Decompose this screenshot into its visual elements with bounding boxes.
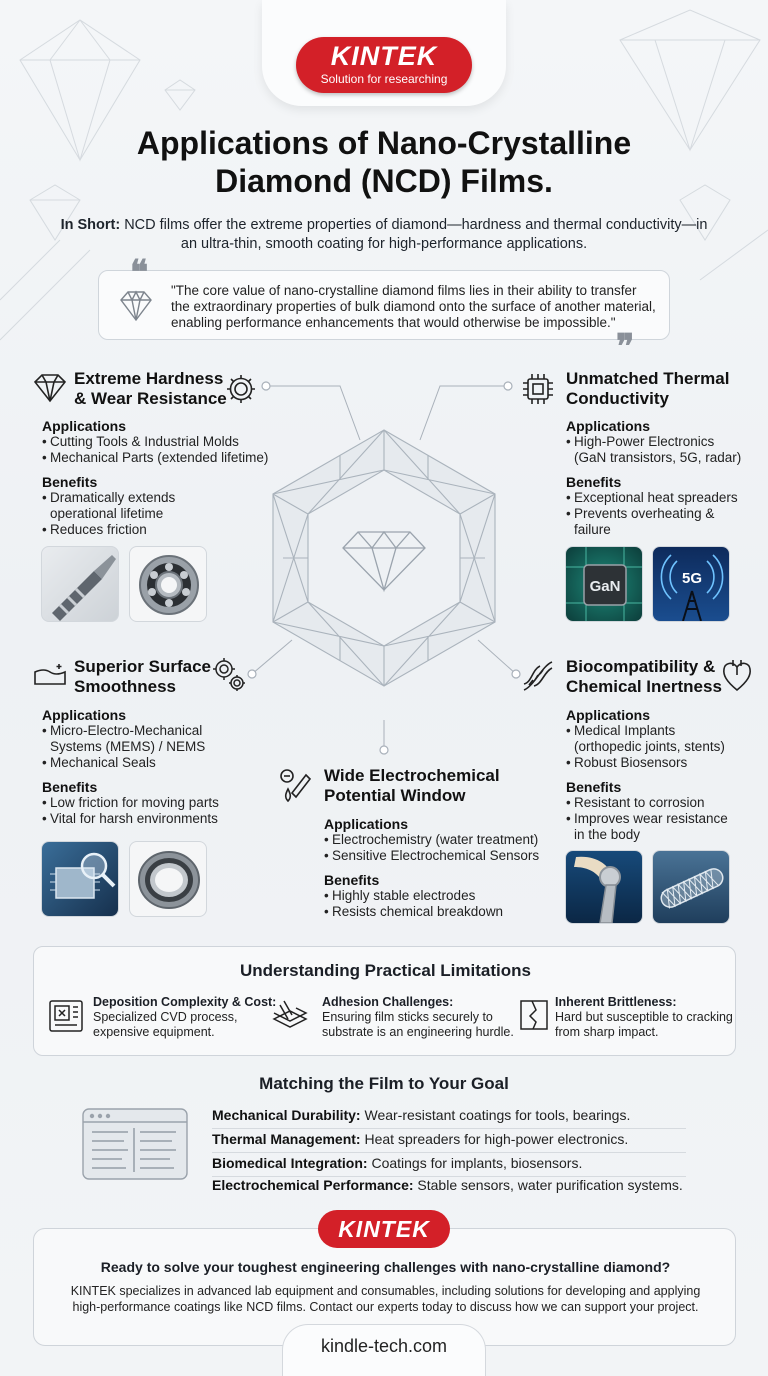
list-item-text: Dramatically extends (50, 490, 176, 505)
quote-box (98, 270, 670, 340)
diamond-icon (32, 372, 68, 404)
dna-icon (520, 658, 556, 694)
list-item: • Mechanical Parts (extended lifetime) (42, 450, 272, 466)
electro-title (324, 766, 500, 806)
hardness-benefits-label: Benefits (42, 474, 98, 490)
website-link[interactable]: kindle-tech.com (320, 1336, 448, 1356)
kintek-logo[interactable] (296, 37, 472, 93)
list-item: • Exceptional heat spreaders (566, 490, 756, 506)
list-item (566, 811, 761, 843)
list-item-text: Micro-Electro-Mechanical (50, 723, 203, 738)
list-item: • Cutting Tools & Industrial Molds (42, 434, 272, 450)
gan-chip-label: GaN (589, 578, 621, 595)
smoothness-benefits-label: Benefits (42, 779, 98, 795)
electro-apps-label: Applications (324, 816, 409, 832)
gan-chip-graphic (566, 547, 643, 622)
hip-implant-image (565, 850, 643, 924)
diamond-icon (117, 289, 155, 323)
list-item: • Vital for harsh environments (42, 811, 272, 827)
5g-label: 5G (681, 570, 703, 587)
list-item-text: Improves wear resistance (574, 811, 728, 826)
list-item (566, 723, 761, 755)
limitations-title: Understanding Practical Limitations (240, 961, 531, 980)
list-item: • Resists chemical breakdown (324, 904, 554, 920)
list-item-text: Medical Implants (574, 723, 676, 738)
list-item-continued: in the body (574, 827, 641, 842)
open-quote-icon: ❝ (130, 253, 149, 293)
list-item: • Mechanical Seals (42, 755, 262, 771)
heart-icon (720, 657, 754, 693)
electro-title-line2: Potential Window (324, 786, 466, 805)
bearing-icon (130, 547, 207, 622)
hardness-title-line1: Extreme Hardness (74, 369, 224, 388)
smoothness-title-line2: Smoothness (74, 677, 177, 696)
smoothness-apps-list (42, 723, 262, 771)
match-text: Heat spreaders for high-power electronics. (360, 1131, 629, 1147)
gan-chip-image (565, 546, 643, 622)
limitation-line: Hard but susceptible to cracking (555, 1010, 733, 1024)
smoothness-apps-label: Applications (42, 707, 127, 723)
thermal-title-line2: Conductivity (566, 389, 669, 408)
match-text: Coatings for implants, biosensors. (367, 1155, 583, 1171)
match-head: Thermal Management: (212, 1131, 361, 1147)
hip-implant-graphic (566, 851, 643, 924)
bio-title (566, 657, 722, 697)
cracked-block-icon (517, 997, 551, 1033)
match-row-biomedical (212, 1154, 686, 1177)
list-item (566, 434, 756, 466)
list-item-continued: operational lifetime (50, 506, 164, 521)
limitation-line: expensive equipment. (93, 1025, 215, 1039)
logo-tagline: Solution for researching (320, 72, 448, 86)
hardness-title-line2: & Wear Resistance (74, 389, 227, 408)
limitation-line: substrate is an engineering hurdle. (322, 1025, 514, 1039)
matching-title: Matching the Film to Your Goal (259, 1074, 509, 1093)
window-list-icon (82, 1108, 188, 1180)
thermal-title (566, 369, 729, 409)
match-text: Stable sensors, water purification systems. (413, 1177, 683, 1193)
electro-benefits-list (324, 888, 554, 920)
list-item: • Robust Biosensors (566, 755, 761, 771)
list-item (42, 490, 262, 522)
seal-ring-graphic (130, 842, 207, 917)
bearing-image (129, 546, 207, 622)
electro-apps-list (324, 832, 554, 864)
match-row-thermal (212, 1130, 686, 1153)
hardness-apps-list (42, 434, 272, 466)
cta-heading: Ready to solve your toughest engineering challenges with nano-crystalline diamond? (100, 1259, 671, 1275)
quote-text: "The core value of nano-crystalline diamond films lies in their ability to transfer the extraordinary properties of bulk diamond onto the surface of another material, enabling performance enhancements that would otherwise be impossible." (171, 283, 656, 330)
limitation-line: Specialized CVD process, (93, 1010, 238, 1024)
list-item (566, 506, 756, 538)
in-short-label: In Short: (60, 217, 121, 233)
bio-title-line1: Biocompatibility & (566, 657, 716, 676)
match-row-electrochemical (212, 1176, 686, 1198)
limitation-text-brittleness (555, 1010, 733, 1040)
limitation-line: Ensuring film sticks securely to (322, 1010, 493, 1024)
bio-benefits-label: Benefits (566, 779, 622, 795)
hardness-benefits-list (42, 490, 262, 538)
bio-title-line2: Chemical Inertness (566, 677, 722, 696)
match-head: Electrochemical Performance: (212, 1177, 414, 1193)
list-item-continued: Systems (MEMS) / NEMS (50, 739, 206, 754)
list-item: • Highly stable electrodes (324, 888, 554, 904)
thermal-apps-label: Applications (566, 418, 651, 434)
page-title-line1: Applications of Nano-Crystalline (136, 125, 632, 161)
list-item-text: Prevents overheating & (574, 506, 715, 521)
drill-bit-icon (42, 547, 119, 622)
limitations-panel (33, 946, 736, 1056)
list-item: • Low friction for moving parts (42, 795, 272, 811)
in-short-text: NCD films offer the extreme properties of diamond—hardness and thermal conductivity—in an ultra-thin, smooth coating for high-performance applications. (120, 217, 708, 252)
thermal-benefits-list (566, 490, 756, 538)
smoothness-title-line1: Superior Surface (74, 657, 211, 676)
close-quote-icon: ❞ (616, 327, 635, 367)
match-head: Mechanical Durability: (212, 1107, 361, 1123)
chip-icon (520, 371, 556, 407)
layered-film-icon (270, 997, 310, 1033)
list-item-text: High-Power Electronics (574, 434, 715, 449)
thermal-title-line1: Unmatched Thermal (566, 369, 730, 388)
list-item: • Reduces friction (42, 522, 262, 538)
bio-benefits-list (566, 795, 761, 843)
cta-text: KINTEK specializes in advanced lab equipment and consumables, including solutions for developing and applying high-performance coatings like NCD films. Contact our experts today to discuss how we can support your project. (70, 1284, 701, 1314)
5g-tower-image (652, 546, 730, 622)
electrode-icon (278, 767, 316, 805)
match-head: Biomedical Integration: (212, 1155, 368, 1171)
list-item: • Electrochemistry (water treatment) (324, 832, 554, 848)
electro-title-line1: Wide Electrochemical (324, 766, 500, 785)
match-text: Wear-resistant coatings for tools, bearings. (360, 1107, 631, 1123)
list-item: • Resistant to corrosion (566, 795, 761, 811)
surface-wave-icon (32, 660, 68, 688)
thermal-apps-list (566, 434, 756, 466)
list-item-continued: (orthopedic joints, stents) (574, 739, 725, 754)
limitation-text-adhesion (322, 1010, 514, 1040)
deposition-machine-icon (46, 995, 86, 1035)
electro-benefits-label: Benefits (324, 872, 380, 888)
list-item-continued: (GaN transistors, 5G, radar) (574, 450, 742, 465)
gears-icon (211, 656, 247, 692)
bio-apps-list (566, 723, 761, 771)
hardness-apps-label: Applications (42, 418, 127, 434)
gear-icon (225, 373, 257, 405)
page-title (40, 124, 728, 200)
limitation-text-deposition (93, 1010, 238, 1040)
limitation-head-adhesion: Adhesion Challenges: (322, 995, 454, 1009)
page-title-line2: Diamond (NCD) Films. (215, 163, 553, 199)
seal-ring-image (129, 841, 207, 917)
mems-chip-graphic (42, 842, 119, 917)
limitation-head-brittleness: Inherent Brittleness: (555, 995, 677, 1009)
hardness-title (74, 369, 227, 409)
5g-tower-graphic (653, 547, 730, 622)
list-item-continued: failure (574, 522, 611, 537)
list-item (42, 723, 262, 755)
stent-graphic (653, 851, 730, 924)
limitation-line: from sharp impact. (555, 1025, 659, 1039)
logo-brand: KINTEK (330, 41, 438, 71)
mems-chip-image (41, 841, 119, 917)
stent-image (652, 850, 730, 924)
thermal-benefits-label: Benefits (566, 474, 622, 490)
match-row-mechanical (212, 1106, 686, 1129)
list-item: • Sensitive Electrochemical Sensors (324, 848, 554, 864)
smoothness-title (74, 657, 211, 697)
limitation-head-deposition: Deposition Complexity & Cost: (93, 995, 277, 1009)
smoothness-benefits-list (42, 795, 272, 827)
in-short-summary (60, 216, 708, 254)
drill-bit-image (41, 546, 119, 622)
bio-apps-label: Applications (566, 707, 651, 723)
cta-kintek-logo[interactable]: KINTEK (318, 1210, 450, 1248)
